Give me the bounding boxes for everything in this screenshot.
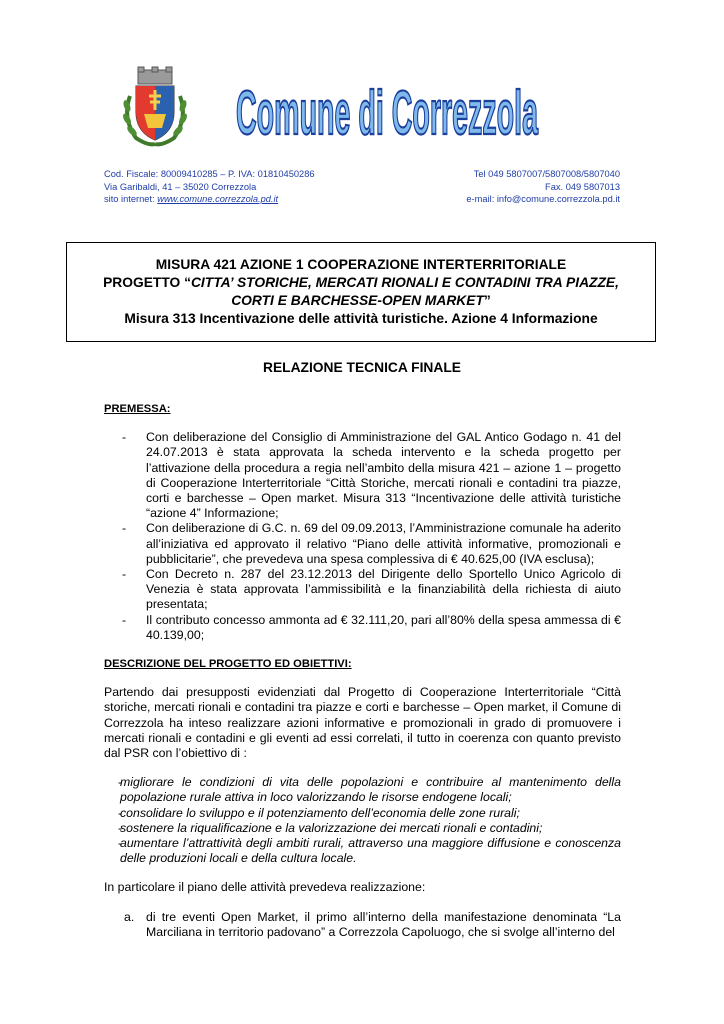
- list-item: - aumentare l’attrattività degli ambiti rurali, attraverso una maggiore diffusione e conoscenza delle produzioni locali e della cultura locale.: [104, 836, 621, 866]
- list-item: - Con deliberazione del Consiglio di Amministrazione del GAL Antico Godago n. 41 del 24.07.2013 è stata approvata la scheda intervento e la scheda progetto per l’attivazione della procedura a regia nell’ambito della misura 421 – azione 1 – progetto di Cooperazione Interterritoriale “Città Storiche, mercati rionali e contadini tra piazze, corti e barchesse – Open market. Misura 313 “Incentivazione delle attività turistiche “azione 4” Informazione;: [104, 430, 621, 521]
- list-item-text: di tre eventi Open Market, il primo all’interno della manifestazione denominata “La Marciliana in territorio padovano” a Correzzola Capoluogo, che si svolge all’interno del: [146, 909, 621, 939]
- list-item: - Con Decreto n. 287 del 23.12.2013 del Dirigente dello Sportello Unico Agricolo di Venezia è stata approvata l’ammissibilità e la finanziabilità della richiesta di aiuto presentata;: [104, 567, 621, 613]
- list-item: - migliorare le condizioni di vita delle popolazioni e contribuire al mantenimento della popolazione rurale attiva in loco valorizzando le risorse endogene locali;: [104, 775, 621, 805]
- contact-left: [104, 168, 315, 206]
- contact-right: [466, 168, 620, 206]
- logo-text: Comune di Correzzola: [236, 79, 539, 148]
- list-item: - Con deliberazione di G.C. n. 69 del 09.09.2013, l’Amministrazione comunale ha aderito all’iniziativa ed approvato il relativo “Piano delle attività informative, promozionali e pubblicitarie”, che prevedeva una spesa complessiva di € 40.625,00 (IVA esclusa);: [104, 521, 621, 567]
- project-title-box: [66, 242, 656, 342]
- document-body: [104, 402, 621, 940]
- list-marker: a.: [124, 909, 135, 924]
- report-title: RELAZIONE TECNICA FINALE: [262, 360, 461, 375]
- measure-313-title: Misura 313 Incentivazione delle attività turistiche. Azione 4 Informazione: [124, 311, 598, 326]
- fax: Fax. 049 5807013: [545, 181, 620, 192]
- objectives-list: [104, 775, 621, 866]
- address: Via Garibaldi, 41 – 35020 Correzzola: [104, 181, 257, 192]
- list-item: [104, 910, 621, 940]
- descrizione-intro: Partendo dai presupposti evidenziati dal Progetto di Cooperazione Interterritoriale “Città storiche, mercati rionali e contadini tra piazze e corti e barchesse – Open market, il Comune di Correzzola ha inteso realizzare azioni informative e promozionali in grado di promuovere i mercati rionali e contadini e gli eventi ad essi correlati, il tutto in coerenza con quanto previsto dal PSR con l’obiettivo di :: [104, 685, 621, 761]
- plan-list: [104, 910, 621, 940]
- email: e-mail: info@comune.correzzola.pd.it: [466, 194, 620, 205]
- comune-logo: [232, 62, 542, 148]
- project-title-line: PROGETTO “CITTA’ STORICHE, MERCATI RIONALI E CONTADINI TRA PIAZZE,: [103, 275, 619, 290]
- website-link[interactable]: www.comune.correzzola.pd.it: [157, 194, 279, 205]
- website-label: sito internet:: [104, 194, 158, 205]
- phone: Tel 049 5807007/5807008/5807040: [473, 169, 620, 179]
- plan-intro: In particolare il piano delle attività prevedeva realizzazione:: [104, 880, 426, 895]
- project-title-line-2: CORTI E BARCHESSE-OPEN MARKET”: [231, 293, 491, 308]
- measure-title: MISURA 421 AZIONE 1 COOPERAZIONE INTERTERRITORIALE: [155, 257, 567, 272]
- website-line: [104, 193, 315, 206]
- premessa-heading: PREMESSA:: [104, 403, 171, 415]
- descrizione-heading: DESCRIZIONE DEL PROGETTO ED OBIETTIVI:: [104, 658, 352, 671]
- premessa-list: [104, 430, 621, 643]
- list-item: - sostenere la riqualificazione e la valorizzazione dei mercati rionali e contadini;: [104, 821, 621, 836]
- coat-of-arms-icon: [118, 66, 192, 148]
- list-item: - Il contributo concesso ammonta ad € 32.111,20, pari all’80% della spesa ammessa di € 40.139,00;: [104, 613, 621, 643]
- fiscal-code: Cod. Fiscale: 80009410285 – P. IVA: 01810450286: [104, 169, 315, 179]
- list-item: - consolidare lo sviluppo e il potenziamento dell’economia delle zone rurali;: [104, 806, 621, 821]
